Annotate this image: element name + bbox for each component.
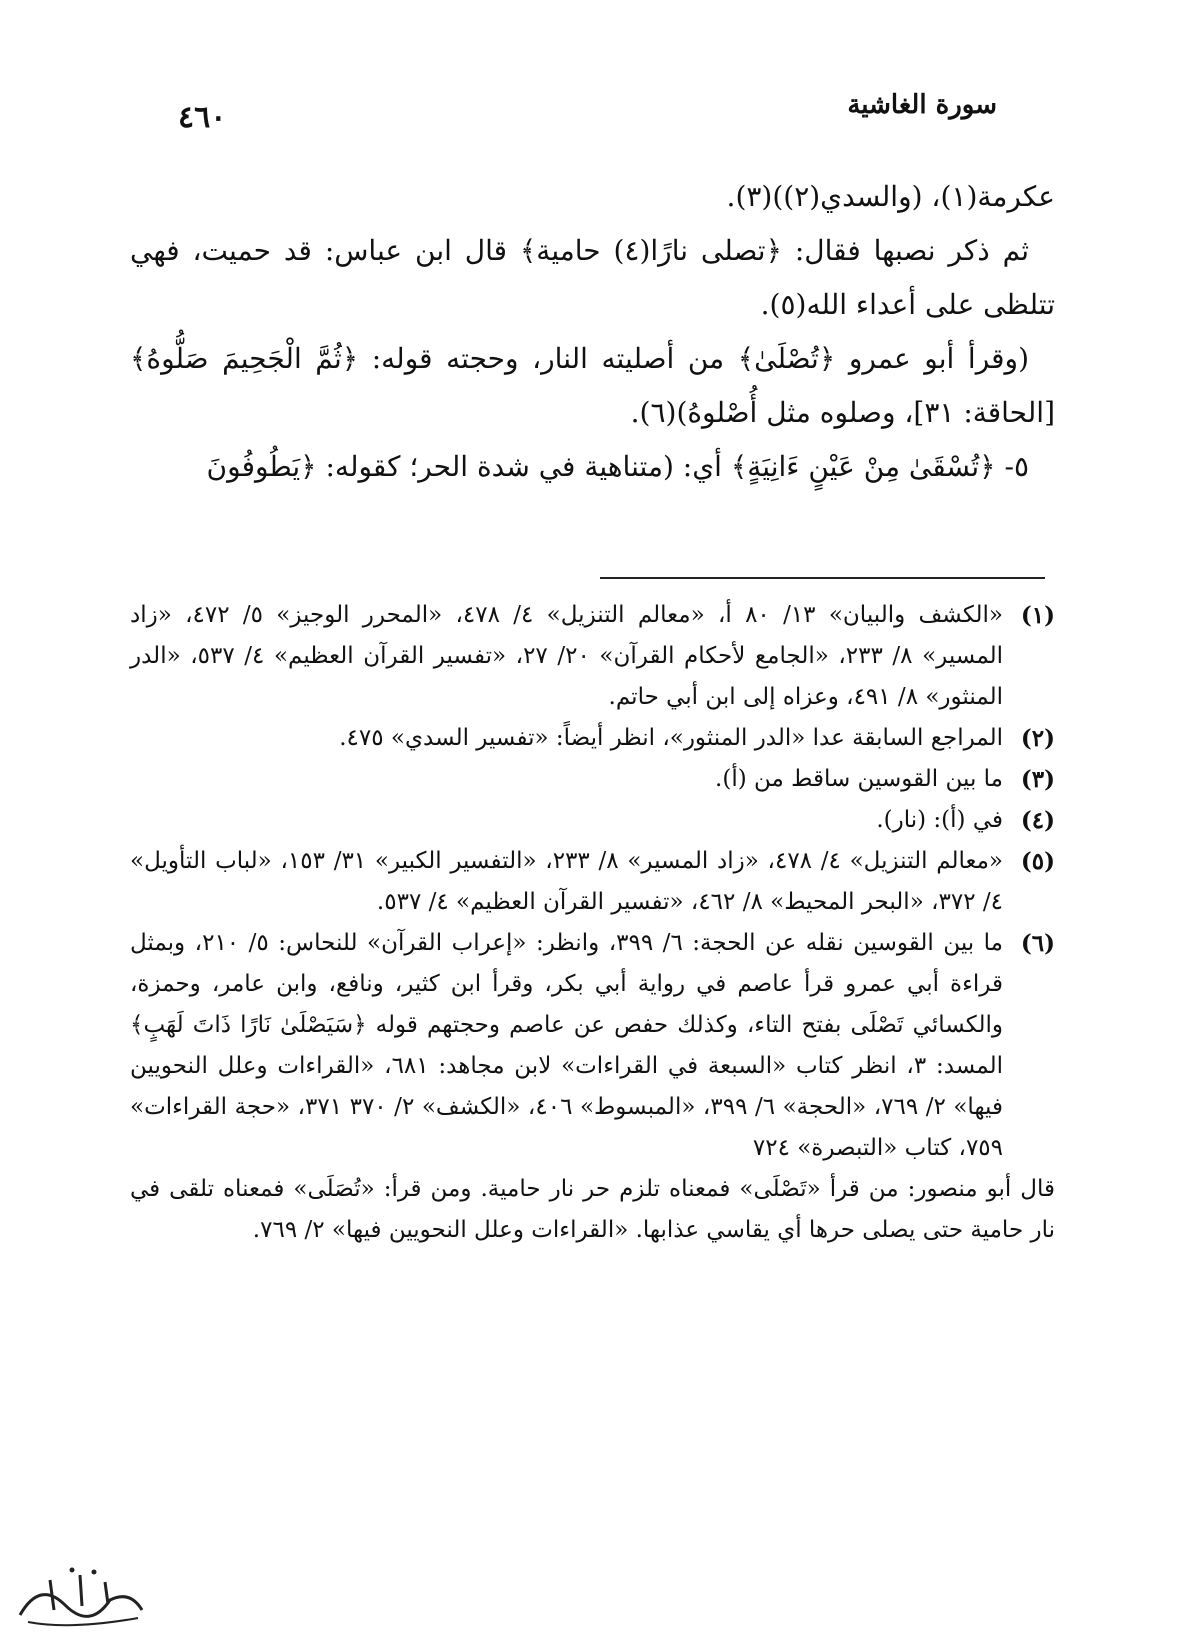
- footnote-4: [130, 800, 1055, 841]
- footnote-text: المراجع السابقة عدا «الدر المنثور»، انظر أيضاً: «تفسير السدي» ٤٧٥.: [339, 725, 1003, 751]
- footnote-number: (٥): [1020, 848, 1055, 875]
- footnote-number: (١): [1020, 602, 1055, 629]
- footnote-2: [130, 718, 1055, 759]
- footnote-text: «الكشف والبيان» ١٣/ ٨٠ أ، «معالم التنزيل» ٤/ ٤٧٨، «المحرر الوجيز» ٥/ ٤٧٢، «زاد المسير» ٨/ ٢٣٣، «الجامع لأحكام القرآن» ٢٠/ ٢٧، «تفسير القرآن العظيم» ٤/ ٥٣٧، «الدر المنثور» ٨/ ٤٩١، وعزاه إلى ابن أبي حاتم.: [130, 602, 1004, 710]
- library-seal-icon: [10, 1560, 150, 1638]
- footnote-number: (٢): [1020, 725, 1055, 752]
- paragraph-4: ٥- ﴿تُسْقَىٰ مِنْ عَيْنٍ ءَانِيَةٍ﴾ أي: (متناهية في شدة الحر؛ كقوله: ﴿يَطُوفُونَ: [206, 450, 1029, 483]
- footnote-text: ما بين القوسين ساقط من (أ).: [715, 766, 1003, 792]
- footnote-number: (٤): [1020, 807, 1055, 834]
- paragraph-2: ثم ذكر نصبها فقال: ﴿تصلى نارًا(٤) حامية﴾ قال ابن عباس: قد حميت، فهي تتلظى على أعداء الله(٥).: [130, 234, 1055, 321]
- footnote-number: (٦): [1020, 930, 1055, 957]
- footnote-5: [130, 841, 1055, 923]
- footnote-text: ما بين القوسين نقله عن الحجة: ٦/ ٣٩٩، وانظر: «إعراب القرآن» للنحاس: ٥/ ٢١٠، وبمثل قراءة أبي عمرو قرأ عاصم في رواية أبي بكر، وقرأ ابن كثير، ونافع، وابن عامر، وحمزة، والكسائي تَصْلَى بفتح التاء، وكذلك حفص عن عاصم وحجتهم قوله ﴿سَيَصْلَىٰ نَارًا ذَاتَ لَهَبٍ﴾ المسد: ٣، انظر كتاب «السبعة في القراءات» لابن مجاهد: ٦٨١، «القراءات وعلل النحويين فيها» ٢/ ٧٦٩، «الحجة» ٦/ ٣٩٩، «المبسوط» ٤٠٦، «الكشف» ٢/ ٣٧٠ ٣٧١، «حجة القراءات» ٧٥٩، كتاب «التبصرة» ٧٢٤: [130, 930, 1003, 1161]
- footnotes: [130, 595, 1055, 1251]
- footnote-number: (٣): [1020, 766, 1055, 793]
- footnote-3: [130, 759, 1055, 800]
- footnote-6: [130, 923, 1055, 1169]
- paragraph-3: (وقرأ أبو عمرو ﴿تُصْلَىٰ﴾ من أصليته النار، وحجته قوله: ﴿ثُمَّ الْجَحِيمَ صَلُّوهُ﴾ [الحاقة: ٣١]، وصلوه مثل أُصْلوهُ)(٦).: [130, 342, 1055, 429]
- page-number: ٤٦٠: [178, 100, 227, 135]
- footnote-text: «معالم التنزيل» ٤/ ٤٧٨، «زاد المسير» ٨/ ٢٣٣، «التفسير الكبير» ٣١/ ١٥٣، «لباب التأويل» ٤/ ٣٧٢، «البحر المحيط» ٨/ ٤٦٢، «تفسير القرآن العظيم» ٤/ ٥٣٧.: [130, 848, 1004, 915]
- footnote-text: في (أ): (نار).: [876, 807, 1003, 833]
- paragraph-1: عكرمة(١)، (والسدي(٢))(٣).: [726, 180, 1055, 213]
- footnote-continuation: قال أبو منصور: من قرأ «تَصْلَى» فمعناه تلزم حر نار حامية. ومن قرأ: «تُصَلَى» فمعناه تلقى في نار حامية حتى يصلى حرها أي يقاسي عذابها. «القراءات وعلل النحويين فيها» ٢/ ٧٦٩.: [130, 1176, 1055, 1243]
- page-header: [130, 84, 1055, 144]
- surah-title: سورة الغاشية: [847, 90, 997, 120]
- main-text: [130, 170, 1055, 494]
- footnote-divider: [600, 577, 1045, 579]
- footnote-1: [130, 595, 1055, 718]
